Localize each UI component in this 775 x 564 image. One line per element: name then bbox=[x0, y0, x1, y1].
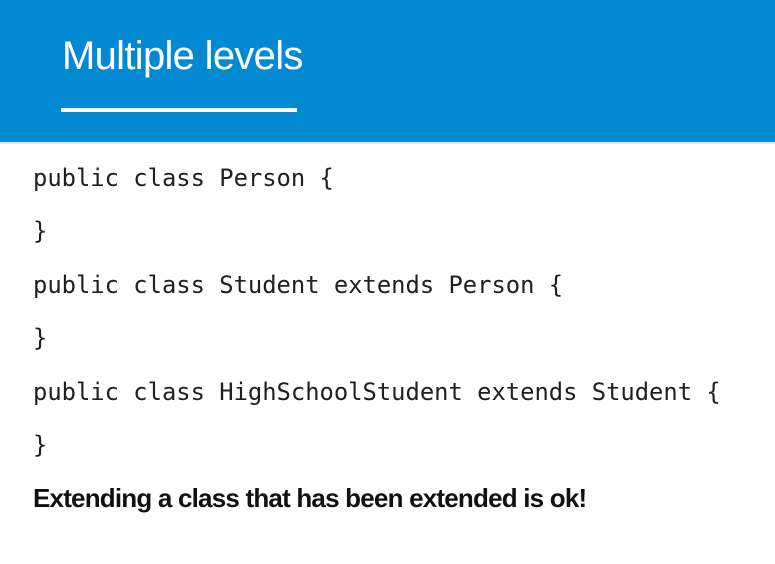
code-line: public class Person { bbox=[33, 163, 334, 192]
code-line: public class Student extends Person { bbox=[33, 270, 564, 299]
title-underline-rule bbox=[61, 108, 297, 112]
slide-body bbox=[33, 144, 775, 526]
code-line: } bbox=[33, 217, 48, 246]
note-text: Extending a class that has been extended is ok! bbox=[33, 483, 587, 514]
slide-header bbox=[0, 0, 775, 144]
code-line: public class HighSchoolStudent extends Student { bbox=[33, 377, 721, 406]
slide-title: Multiple levels bbox=[62, 34, 303, 78]
code-line: } bbox=[33, 431, 48, 460]
code-line: } bbox=[33, 324, 48, 353]
